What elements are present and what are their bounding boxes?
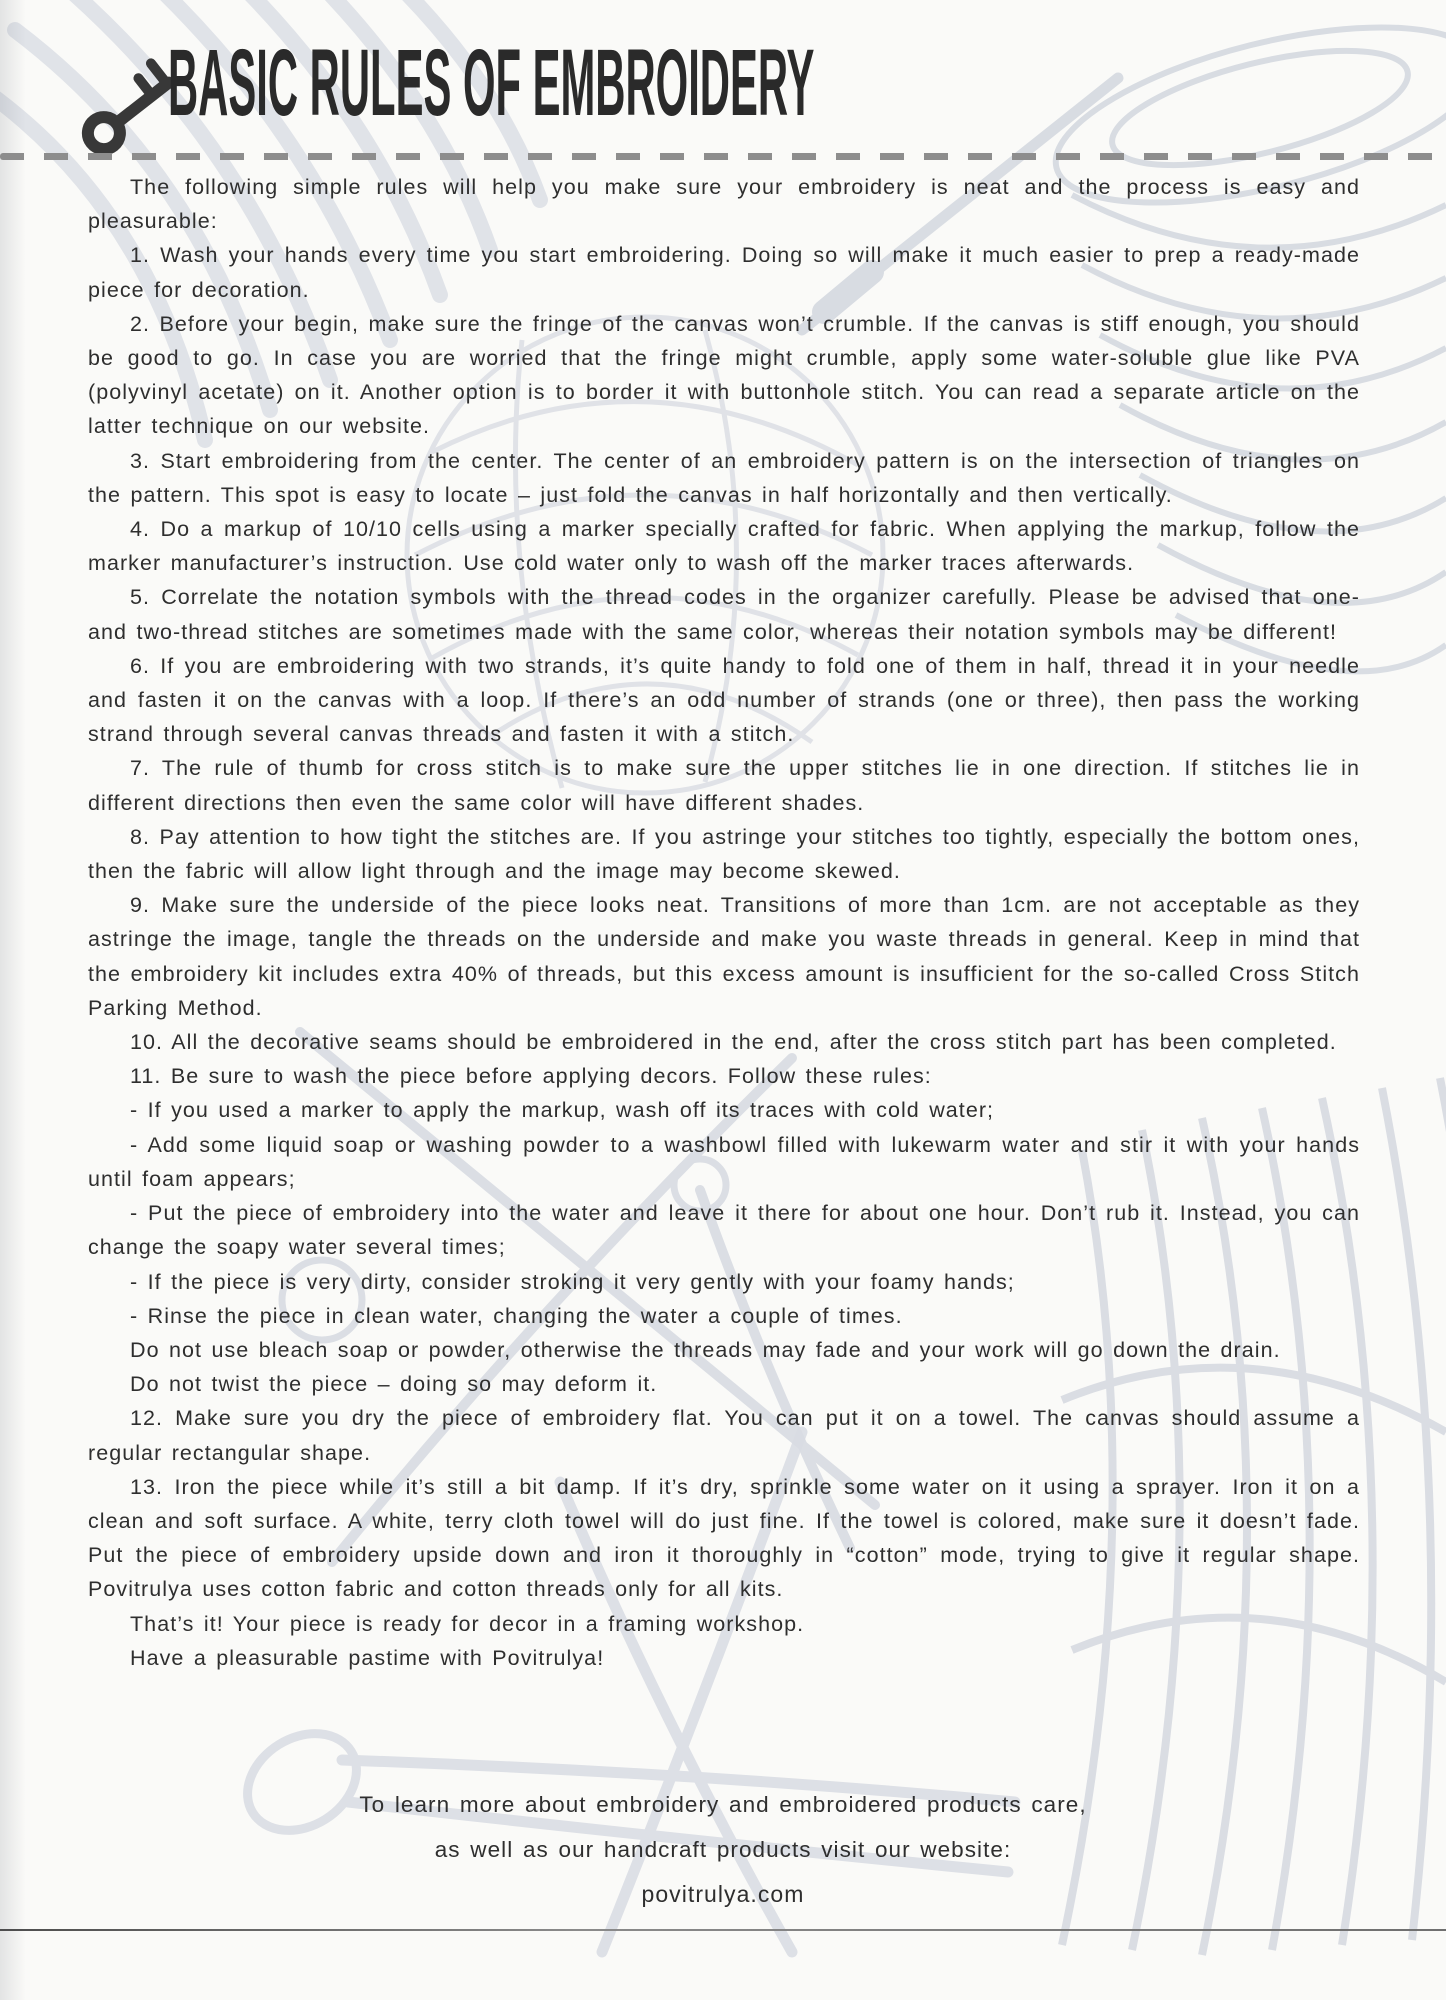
- rule-6: 6. If you are embroidering with two strands, it’s quite handy to fold one of them in half, thread it in your needle and fasten it on the canvas with a loop. If there’s an odd number of strands (one or three), then pass the working strand through several canvas threads and fasten it with a stitch.: [88, 653, 1360, 747]
- page-title: BASIC RULES OF EMBROIDERY: [168, 30, 815, 136]
- rule-2: 2. Before your begin, make sure the fringe of the canvas won’t crumble. If the canvas is stiff enough, you should be good to go. In case you are worried that the fringe might crumble, apply some water-soluble glue like PVA (polyvinyl acetate) on it. Another option is to border it with buttonhole stitch. You can read a separate article on the latter technique on our website.: [88, 311, 1360, 439]
- website-url: povitrulya.com: [641, 1881, 805, 1907]
- rule-11-bullet-marker: - If you used a marker to apply the markup, wash off its traces with cold water;: [130, 1098, 995, 1123]
- note-no-bleach: Do not use bleach soap or powder, otherwise the threads may fade and your work will go down the drain.: [130, 1337, 1281, 1362]
- dashed-divider: [0, 153, 1446, 160]
- footer-line-1: To learn more about embroidery and embroidered products care,: [359, 1792, 1087, 1817]
- footer-line-2: as well as our handcraft products visit our website:: [434, 1837, 1012, 1862]
- rule-13: 13. Iron the piece while it’s still a bit damp. If it’s dry, sprinkle some water on it using a sprayer. Iron it on a clean and soft surface. A white, terry cloth towel will do just fine. If the towel is colored, make sure it doesn’t fade. Put the piece of embroidery upside down and iron it thoroughly in “cotton” mode, trying to give it regular shape. Povitrulya uses cotton fabric and cotton threads only for all kits.: [88, 1474, 1360, 1602]
- footer: [0, 1782, 1446, 1917]
- scan-bottom-edge-line: [0, 1929, 1446, 1931]
- rule-11-bullet-rinse: - Rinse the piece in clean water, changing the water a couple of times.: [130, 1303, 903, 1328]
- rule-4: 4. Do a markup of 10/10 cells using a marker specially crafted for fabric. When applying the markup, follow the marker manufacturer’s instruction. Use cold water only to wash off the marker traces afterwards.: [88, 517, 1360, 576]
- rule-1: 1. Wash your hands every time you start embroidering. Doing so will make it much easier to prep a ready-made piece for decoration.: [88, 243, 1360, 302]
- rule-12: 12. Make sure you dry the piece of embroidery flat. You can put it on a towel. The canvas should assume a regular rectangular shape.: [88, 1406, 1360, 1465]
- closing-line-2: Have a pleasurable pastime with Povitrulya!: [130, 1645, 605, 1670]
- rule-5: 5. Correlate the notation symbols with the thread codes in the organizer carefully. Please be advised that one- and two-thread stitches are sometimes made with the same color, whereas their notation symbols may be different!: [88, 585, 1360, 644]
- rule-11-bullet-soak: - Put the piece of embroidery into the water and leave it there for about one hour. Don’t rub it. Instead, you can change the soapy water several times;: [88, 1201, 1360, 1260]
- scan-edge-shadow: [0, 0, 26, 2000]
- rule-8: 8. Pay attention to how tight the stitches are. If you astringe your stitches too tightly, especially the bottom ones, then the fabric will allow light through and the image may become skewed.: [88, 824, 1360, 884]
- rule-9: 9. Make sure the underside of the piece looks neat. Transitions of more than 1cm. are not acceptable as they astringe the image, tangle the threads on the underside and make you waste threads in general. Keep in mind that the embroidery kit includes extra 40% of threads, but this excess amount is insufficient for the so-called Cross Stitch Parking Method.: [88, 893, 1360, 1020]
- intro-paragraph: The following simple rules will help you make sure your embroidery is neat and the process is easy and pleasurable:: [88, 175, 1360, 234]
- closing-line-1: That’s it! Your piece is ready for decor in a framing workshop.: [130, 1611, 805, 1636]
- note-no-twist: Do not twist the piece – doing so may deform it.: [130, 1372, 658, 1397]
- rule-11: 11. Be sure to wash the piece before applying decors. Follow these rules:: [130, 1064, 932, 1089]
- rules-text: [88, 170, 1360, 1675]
- header: [0, 0, 1446, 150]
- rule-7: 7. The rule of thumb for cross stitch is to make sure the upper stitches lie in one direction. If stitches lie in different directions then even the same color will have different shades.: [88, 756, 1360, 815]
- rule-3: 3. Start embroidering from the center. The center of an embroidery pattern is on the intersection of triangles on the pattern. This spot is easy to locate – just fold the canvas in half horizontally and then vertically.: [88, 448, 1360, 507]
- rule-11-bullet-soap: - Add some liquid soap or washing powder to a washbowl filled with lukewarm water and stir it with your hands until foam appears;: [88, 1132, 1360, 1191]
- rule-10: 10. All the decorative seams should be embroidered in the end, after the cross stitch part has been completed.: [130, 1030, 1337, 1055]
- rule-11-bullet-dirty: - If the piece is very dirty, consider stroking it very gently with your foamy hands;: [130, 1269, 1015, 1294]
